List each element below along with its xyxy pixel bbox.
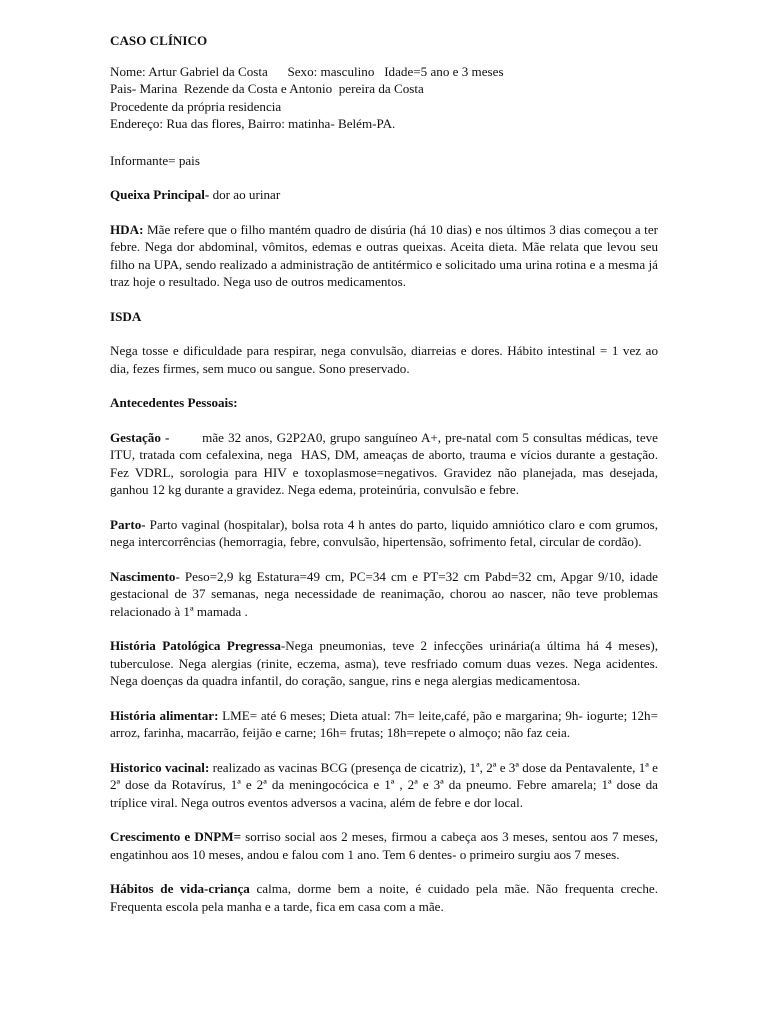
antecedentes-heading: Antecedentes Pessoais:	[110, 395, 238, 410]
document-title: CASO CLÍNICO	[110, 33, 208, 48]
section-crescimento-dnpm	[110, 828, 658, 863]
habitos-de-vida-text: calma, dorme bem a noite, é cuidado pela mãe. Não frequenta creche. Frequenta escola pela manha e a tarde, fica em casa com a mãe.	[110, 881, 658, 914]
patient-name-line: Nome: Artur Gabriel da Costa Sexo: masculino Idade=5 ano e 3 meses	[110, 63, 504, 79]
hda-paragraph	[110, 221, 658, 291]
origin-line: Procedente da própria residencia	[110, 98, 282, 114]
chief-complaint-label: Queixa Principal-	[110, 187, 210, 202]
nascimento-label: Nascimento	[110, 568, 176, 584]
nascimento-text: - Peso=2,9 kg Estatura=49 cm, PC=34 cm e PT=32 cm Pabd=32 cm, Apgar 9/10, idade gestacional de 37 semanas, nega necessidade de reanimação, chorou ao nascer, não teve problemas relacionado à 1ª mamada .	[110, 568, 658, 619]
gestacao-label: Gestação -	[110, 429, 170, 445]
historia-alimentar-text: LME= até 6 meses; Dieta atual: 7h= leite,café, pão e margarina; 9h- iogurte; 12h= arroz, farinha, macarrão, feijão e carne; 16h= frutas; 18h=repete o almoço; não faz ceia.	[110, 707, 658, 740]
section-nascimento	[110, 568, 658, 621]
crescimento-dnpm-text: sorriso social aos 2 meses, firmou a cabeça aos 3 meses, sentou aos 7 meses, engatinhou aos 10 meses, andou e falou com 1 ano. Tem 6 dentes- o primeiro surgiu aos 7 meses.	[110, 829, 658, 862]
informant-line: Informante= pais	[110, 152, 200, 168]
parto-label: Parto-	[110, 516, 146, 532]
historia-patologica-text: -Nega pneumonias, teve 2 infecções urinária(a última há 4 meses), tuberculose. Nega alergias (rinite, eczema, asma), teve resfriado comum duas vezes. Nega acidentes. Nega doenças da quadra infantil, do coração, sangue, rins e nega alergias medicamentosa.	[110, 638, 658, 688]
chief-complaint-text: dor ao urinar	[209, 187, 281, 202]
gestacao-text: mãe 32 anos, G2P2A0, grupo sanguíneo A+, pre-natal com 5 consultas médicas, teve ITU, tratada com cefalexina, nega HAS, DM, ameaças de aborto, trauma e vícios durante a gestação. Fez VDRL, sorologia para HIV e toxoplasmose=negativos. Gravidez não planejada, mas desejada, ganhou 12 kg durante a gravidez. Nega edema, proteinúria, convulsão e febre.	[110, 429, 662, 497]
hda-label: HDA:	[110, 221, 144, 237]
habitos-de-vida-label: Hábitos de vida-criança	[110, 881, 250, 896]
section-historia-alimentar	[110, 707, 658, 742]
section-gestacao	[110, 429, 662, 499]
isda-paragraph: Nega tosse e dificuldade para respirar, nega convulsão, diarreias e dores. Hábito intestinal = 1 vez ao dia, fezes firmes, sem muco ou sangue. Sono preservado.	[110, 343, 658, 376]
section-parto	[110, 516, 658, 551]
chief-complaint	[110, 186, 658, 204]
isda-heading: ISDA	[110, 308, 142, 324]
historico-vacinal-label: Historico vacinal:	[110, 759, 210, 775]
section-habitos-de-vida	[110, 880, 658, 915]
historia-patologica-label: História Patológica Pregressa	[110, 638, 281, 653]
parto-text: Parto vaginal (hospitalar), bolsa rota 4 h antes do parto, liquido amniótico claro e com grumos, nega intercorrências (hemorragia, febre, convulsão, hipertensão, sofrimento fetal, circular de cordão).	[110, 516, 658, 549]
address-line: Endereço: Rua das flores, Bairro: matinha- Belém-PA.	[110, 116, 396, 131]
crescimento-dnpm-label: Crescimento e DNPM=	[110, 829, 242, 844]
clinical-case-document	[110, 32, 662, 932]
section-historia-patologica	[110, 637, 658, 690]
identification-block	[110, 63, 658, 133]
historico-vacinal-text: realizado as vacinas BCG (presença de cicatriz), 1ª, 2ª e 3ª dose da Pentavalente, 1ª e 2ª dose da Rotavírus, 1ª e 2ª da meningocócica e 1ª , 2ª e 3ª da pneumo. Febre amarela; 1ª dose da tríplice viral. Nega outros eventos adversos a vacina, além de febre e dor local.	[110, 759, 658, 810]
hda-text: Mãe refere que o filho mantém quadro de disúria (há 10 dias) e nos últimos 3 dias começou a ter febre. Nega dor abdominal, vômitos, edemas e outras queixas. Aceita dieta. Mãe relata que levou seu filho na UPA, sendo realizado a administração de antitérmico e solicitado uma urina rotina e a mesma já traz hoje o resultado. Nega uso de outros medicamentos.	[110, 221, 658, 289]
parents-line: Pais- Marina Rezende da Costa e Antonio pereira da Costa	[110, 81, 424, 96]
section-historico-vacinal	[110, 759, 658, 812]
historia-alimentar-label: História alimentar:	[110, 707, 219, 723]
